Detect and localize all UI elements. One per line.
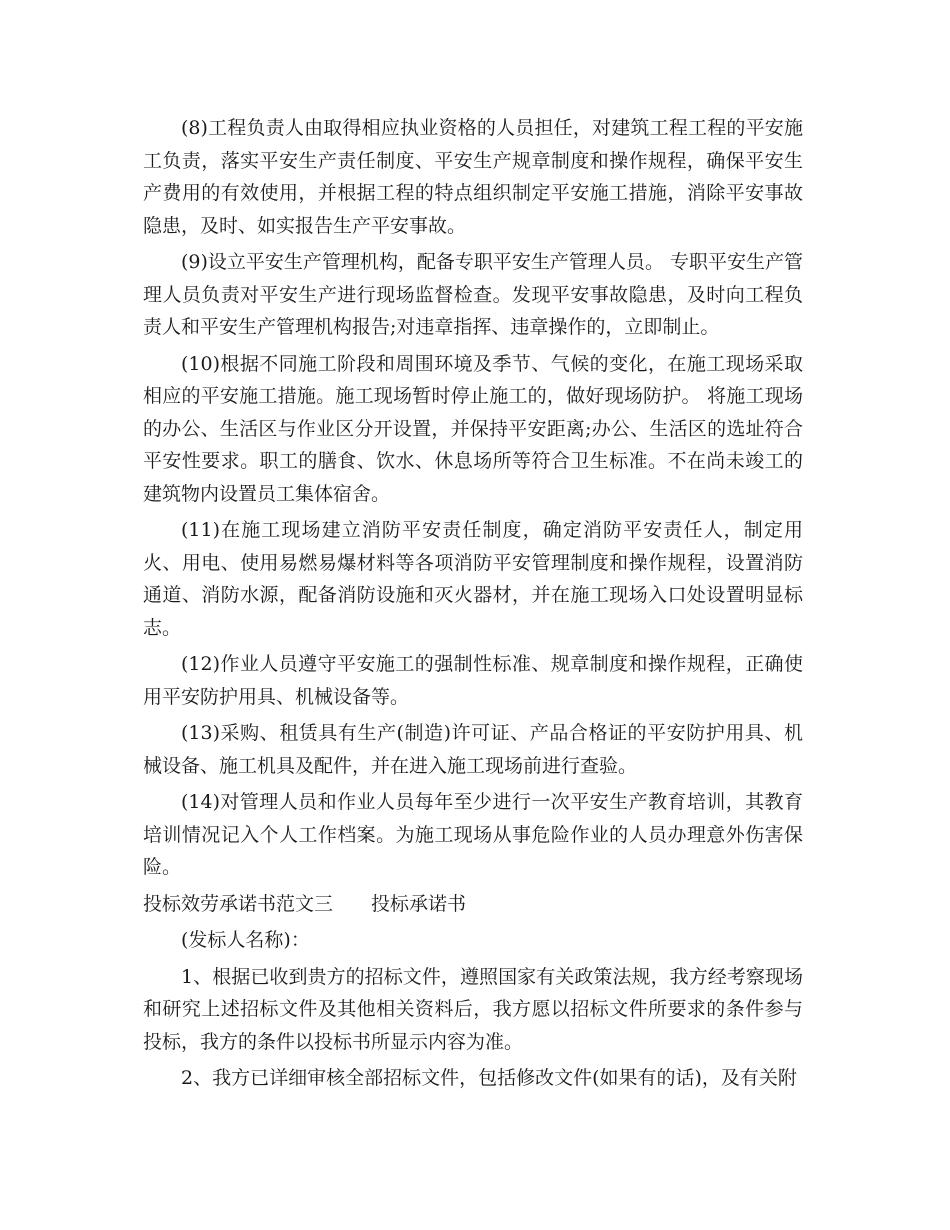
section-title: 投标效劳承诺书范文三 [143,892,334,915]
paragraph-14: (14)对管理人员和作业人员每年至少进行一次平安生产教育培训，其教育培训情况记入个人工作档案。为施工现场从事危险作业的人员办理意外伤害保险。 [143,791,803,878]
section-heading [143,888,803,921]
paragraph-9: (9)设立平安生产管理机构，配备专职平安生产管理人员。 专职平安生产管理人员负责对平安生产进行现场监督检查。发现平安事故隐患，及时向工程负责人和平安生产管理机构报告;对违章指挥、违章操作的，立即制止。 [143,251,803,338]
document-body [143,112,803,1099]
paragraph-10: (10)根据不同施工阶段和周围环境及季节、气候的变化，在施工现场采取相应的平安施工措施。施工现场暂时停止施工的，做好现场防护。 将施工现场的办公、生活区与作业区分开设置，并保持平安距离;办公、生活区的选址符合平安性要求。职工的膳食、饮水、休息场所等符合卫生标准。不在尚未竣工的建筑物内设置员工集体宿舍。 [143,352,803,505]
paragraph-11: (11)在施工现场建立消防平安责任制度，确定消防平安责任人，制定用火、用电、使用易燃易爆材料等各项消防平安管理制度和操作规程，设置消防通道、消防水源，配备消防设施和灭火器材，并在施工现场入口处设置明显标志。 [143,519,803,639]
paragraph-13: (13)采购、租赁具有生产(制造)许可证、产品合格证的平安防护用具、机械设备、施工机具及配件，并在进入施工现场前进行查验。 [143,722,803,777]
paragraph-12: (12)作业人员遵守平安施工的强制性标准、规章制度和操作规程，正确使用平安防护用具、机械设备等。 [143,653,803,708]
body-paragraph-2: 2、我方已详细审核全部招标文件，包括修改文件(如果有的话)，及有关附 [181,1067,797,1089]
body-paragraph-1: 1、根据已收到贵方的招标文件，遵照国家有关政策法规，我方经考察现场和研究上述招标文件及其他相关资料后，我方愿以招标文件所要求的条件参与投标，我方的条件以投标书所显示内容为准。 [143,965,803,1053]
paragraph-8: (8)工程负责人由取得相应执业资格的人员担任，对建筑工程工程的平安施工负责，落实平安生产责任制度、平安生产规章制度和操作规程，确保平安生产费用的有效使用，并根据工程的特点组织制定平安施工措施，消除平安事故隐患，及时、如实报告生产平安事故。 [143,117,803,237]
section-subtitle: 投标承诺书 [371,892,467,915]
recipient-line: (发标人名称)： [181,929,310,951]
